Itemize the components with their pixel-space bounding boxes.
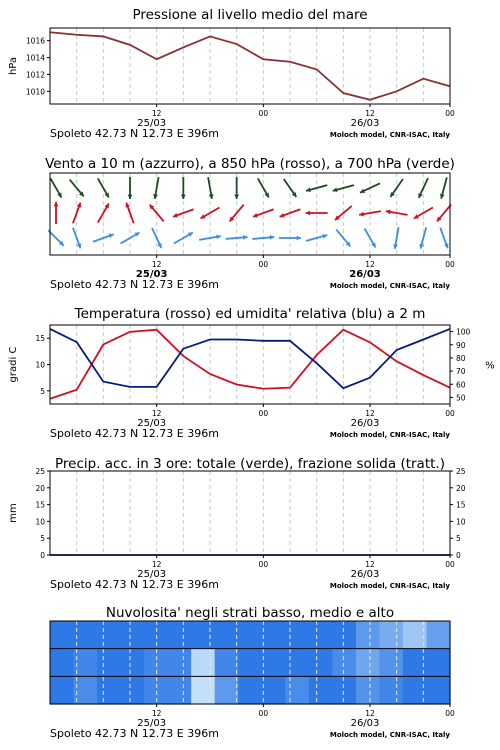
y-tick-label: 10	[35, 360, 45, 370]
y-axis-label: gradi C	[8, 346, 19, 383]
cloud-cell	[262, 676, 286, 704]
cloud-cell	[50, 621, 74, 649]
date-label: 25/03	[135, 269, 168, 280]
cloud-cell	[238, 649, 262, 677]
cloud-cell	[426, 621, 450, 649]
y-tick-label: 5	[40, 386, 45, 396]
cloud-cell	[191, 621, 215, 649]
y-tick-label: 5	[40, 534, 45, 544]
arrow-head	[270, 235, 275, 240]
cloud-cell	[168, 676, 192, 704]
x-tick-label: 12	[365, 260, 375, 269]
cloud-cell	[285, 621, 309, 649]
wind-10m-arrow	[393, 227, 398, 249]
x-tick-label: 00	[258, 409, 269, 418]
wind-850-arrow	[125, 203, 133, 224]
panel-1-border	[50, 173, 450, 255]
date-label: 25/03	[137, 718, 167, 729]
cloud-cell	[121, 676, 145, 704]
model-label: Moloch model, CNR-ISAC, Italy	[329, 731, 450, 739]
model-label: Moloch model, CNR-ISAC, Italy	[329, 582, 450, 590]
y2-tick-label: 100	[456, 327, 471, 337]
x-tick-label: 00	[445, 109, 455, 118]
y-tick-label: 1016	[25, 36, 45, 46]
wind-850-arrow	[437, 205, 451, 222]
cloud-cell	[356, 676, 380, 704]
y-tick-label: 15	[35, 500, 45, 510]
station-label: Spoleto 42.73 N 12.73 E 396m	[50, 127, 219, 140]
date-label: 25/03	[137, 418, 167, 429]
model-label: Moloch model, CNR-ISAC, Italy	[329, 282, 450, 290]
panel-0-title: Pressione al livello medio del mare	[132, 7, 368, 23]
x-tick-label: 00	[258, 560, 269, 569]
cloud-cell	[168, 649, 192, 677]
date-label: 26/03	[350, 118, 380, 129]
panel-2-border	[50, 325, 450, 404]
date-label: 25/03	[137, 118, 167, 129]
station-label: Spoleto 42.73 N 12.73 E 396m	[50, 727, 219, 740]
cloud-cell	[379, 621, 403, 649]
wind-10m-arrow	[419, 227, 426, 248]
x-tick-label: 00	[445, 260, 455, 269]
y2-tick-label: 80	[456, 353, 466, 363]
cloud-cell	[285, 676, 309, 704]
arrow-head	[234, 195, 239, 199]
cloud-cell	[356, 649, 380, 677]
cloud-cell	[215, 676, 239, 704]
cloud-cell	[379, 649, 403, 677]
y2-tick-label: 5	[456, 534, 461, 544]
cloud-cell	[97, 676, 121, 704]
cloud-cell	[309, 676, 333, 704]
y-axis-label: hPa	[8, 56, 19, 76]
arrow-head	[54, 202, 59, 206]
wind-10m-arrow	[93, 233, 114, 241]
cloud-cell	[309, 621, 333, 649]
y2-tick-label: 70	[456, 367, 466, 377]
x-tick-label: 00	[258, 260, 269, 269]
y-tick-label: 1012	[25, 70, 45, 80]
y2-tick-label: 10	[456, 517, 466, 527]
date-label: 26/03	[350, 718, 380, 729]
cloud-cell	[215, 621, 239, 649]
wind-700-arrow	[360, 183, 380, 193]
pressure-line	[50, 32, 450, 100]
cloud-cell	[238, 676, 262, 704]
cloud-cell	[332, 621, 356, 649]
date-label: 26/03	[350, 569, 380, 580]
wind-10m-arrow	[48, 230, 64, 246]
y2-tick-label: 20	[456, 483, 466, 493]
x-tick-label: 12	[151, 409, 162, 418]
cloud-cell	[426, 676, 450, 704]
model-label: Moloch model, CNR-ISAC, Italy	[329, 131, 450, 139]
cloud-cell	[121, 649, 145, 677]
y2-tick-label: 15	[456, 500, 466, 510]
date-label: 26/03	[350, 418, 380, 429]
cloud-cell	[50, 676, 74, 704]
y2-tick-label: 25	[456, 467, 466, 476]
station-label: Spoleto 42.73 N 12.73 E 396m	[50, 278, 219, 291]
x-tick-label: 00	[445, 560, 455, 569]
wind-700-arrow	[208, 177, 213, 199]
y2-axis-label: %	[485, 360, 495, 372]
x-tick-label: 00	[258, 109, 269, 118]
cloud-cell	[191, 676, 215, 704]
panel-2-title: Temperatura (rosso) ed umidita' relativa (blu) a 2 m	[74, 306, 426, 322]
date-label: 25/03	[137, 569, 167, 580]
panel-4-title: Nuvolosita' negli strati basso, medio e alto	[105, 605, 395, 621]
cloud-cell	[191, 649, 215, 677]
panel-1-title: Vento a 10 m (azzurro), a 850 hPa (rosso), a 700 hPa (verde)	[45, 156, 455, 172]
wind-850-arrow	[98, 203, 109, 222]
wind-850-arrow	[73, 203, 81, 224]
cloud-cell	[285, 649, 309, 677]
x-tick-label: 12	[151, 560, 162, 569]
station-label: Spoleto 42.73 N 12.73 E 396m	[50, 578, 219, 591]
wind-700-arrow	[440, 177, 447, 198]
y-tick-label: 25	[35, 467, 45, 476]
x-tick-label: 12	[151, 709, 162, 718]
x-tick-label: 00	[258, 709, 269, 718]
wind-10m-arrow	[440, 228, 448, 249]
wind-850-arrow	[54, 202, 59, 224]
wind-10m-arrow	[174, 233, 193, 244]
wind-700-arrow	[153, 177, 158, 199]
y-tick-label: 1014	[25, 53, 45, 63]
wind-700-arrow	[51, 178, 62, 197]
cloud-cell	[309, 649, 333, 677]
cloud-cell	[97, 621, 121, 649]
arrow-head	[306, 211, 310, 216]
arrow-head	[243, 235, 248, 240]
cloud-cell	[168, 621, 192, 649]
x-tick-label: 12	[365, 709, 375, 718]
y2-tick-label: 0	[456, 551, 461, 560]
arrow-head	[181, 195, 186, 199]
x-tick-label: 12	[365, 109, 375, 118]
wind-10m-arrow	[120, 233, 139, 244]
cloud-cell	[262, 621, 286, 649]
cloud-cell	[356, 621, 380, 649]
y2-tick-label: 50	[456, 393, 466, 403]
wind-700-arrow	[128, 177, 133, 199]
cloud-cell	[262, 649, 286, 677]
panel-3-border	[50, 471, 450, 555]
y2-tick-label: 60	[456, 380, 466, 390]
x-tick-label: 12	[151, 109, 162, 118]
arrow-head	[128, 195, 133, 199]
cloud-cell	[379, 676, 403, 704]
model-label: Moloch model, CNR-ISAC, Italy	[329, 431, 450, 439]
x-tick-label: 12	[151, 260, 162, 269]
wind-700-arrow	[181, 177, 186, 199]
cloud-cell	[238, 621, 262, 649]
arrow-head	[297, 236, 301, 241]
station-label: Spoleto 42.73 N 12.73 E 396m	[50, 427, 219, 440]
y-tick-label: 20	[35, 483, 45, 493]
x-tick-label: 00	[445, 409, 455, 418]
cloud-cell	[215, 649, 239, 677]
y-tick-label: 1010	[25, 87, 45, 97]
cloud-cell	[121, 621, 145, 649]
x-tick-label: 00	[445, 709, 455, 718]
panel-3-title: Precip. acc. in 3 ore: totale (verde), frazione solida (tratt.)	[55, 456, 445, 472]
wind-700-arrow	[234, 177, 239, 199]
y-tick-label: 0	[40, 551, 45, 560]
cloud-cell	[50, 649, 74, 677]
y-axis-label: mm	[8, 503, 19, 523]
y-tick-label: 10	[35, 517, 45, 527]
cloud-cell	[332, 676, 356, 704]
x-tick-label: 12	[365, 409, 375, 418]
date-label: 26/03	[349, 269, 381, 280]
humidity-line	[50, 329, 450, 388]
y-tick-label: 15	[35, 334, 45, 344]
cloud-cell	[97, 649, 121, 677]
cloud-cell	[426, 649, 450, 677]
y2-tick-label: 90	[456, 340, 466, 350]
cloud-cell	[332, 649, 356, 677]
x-tick-label: 12	[365, 560, 375, 569]
